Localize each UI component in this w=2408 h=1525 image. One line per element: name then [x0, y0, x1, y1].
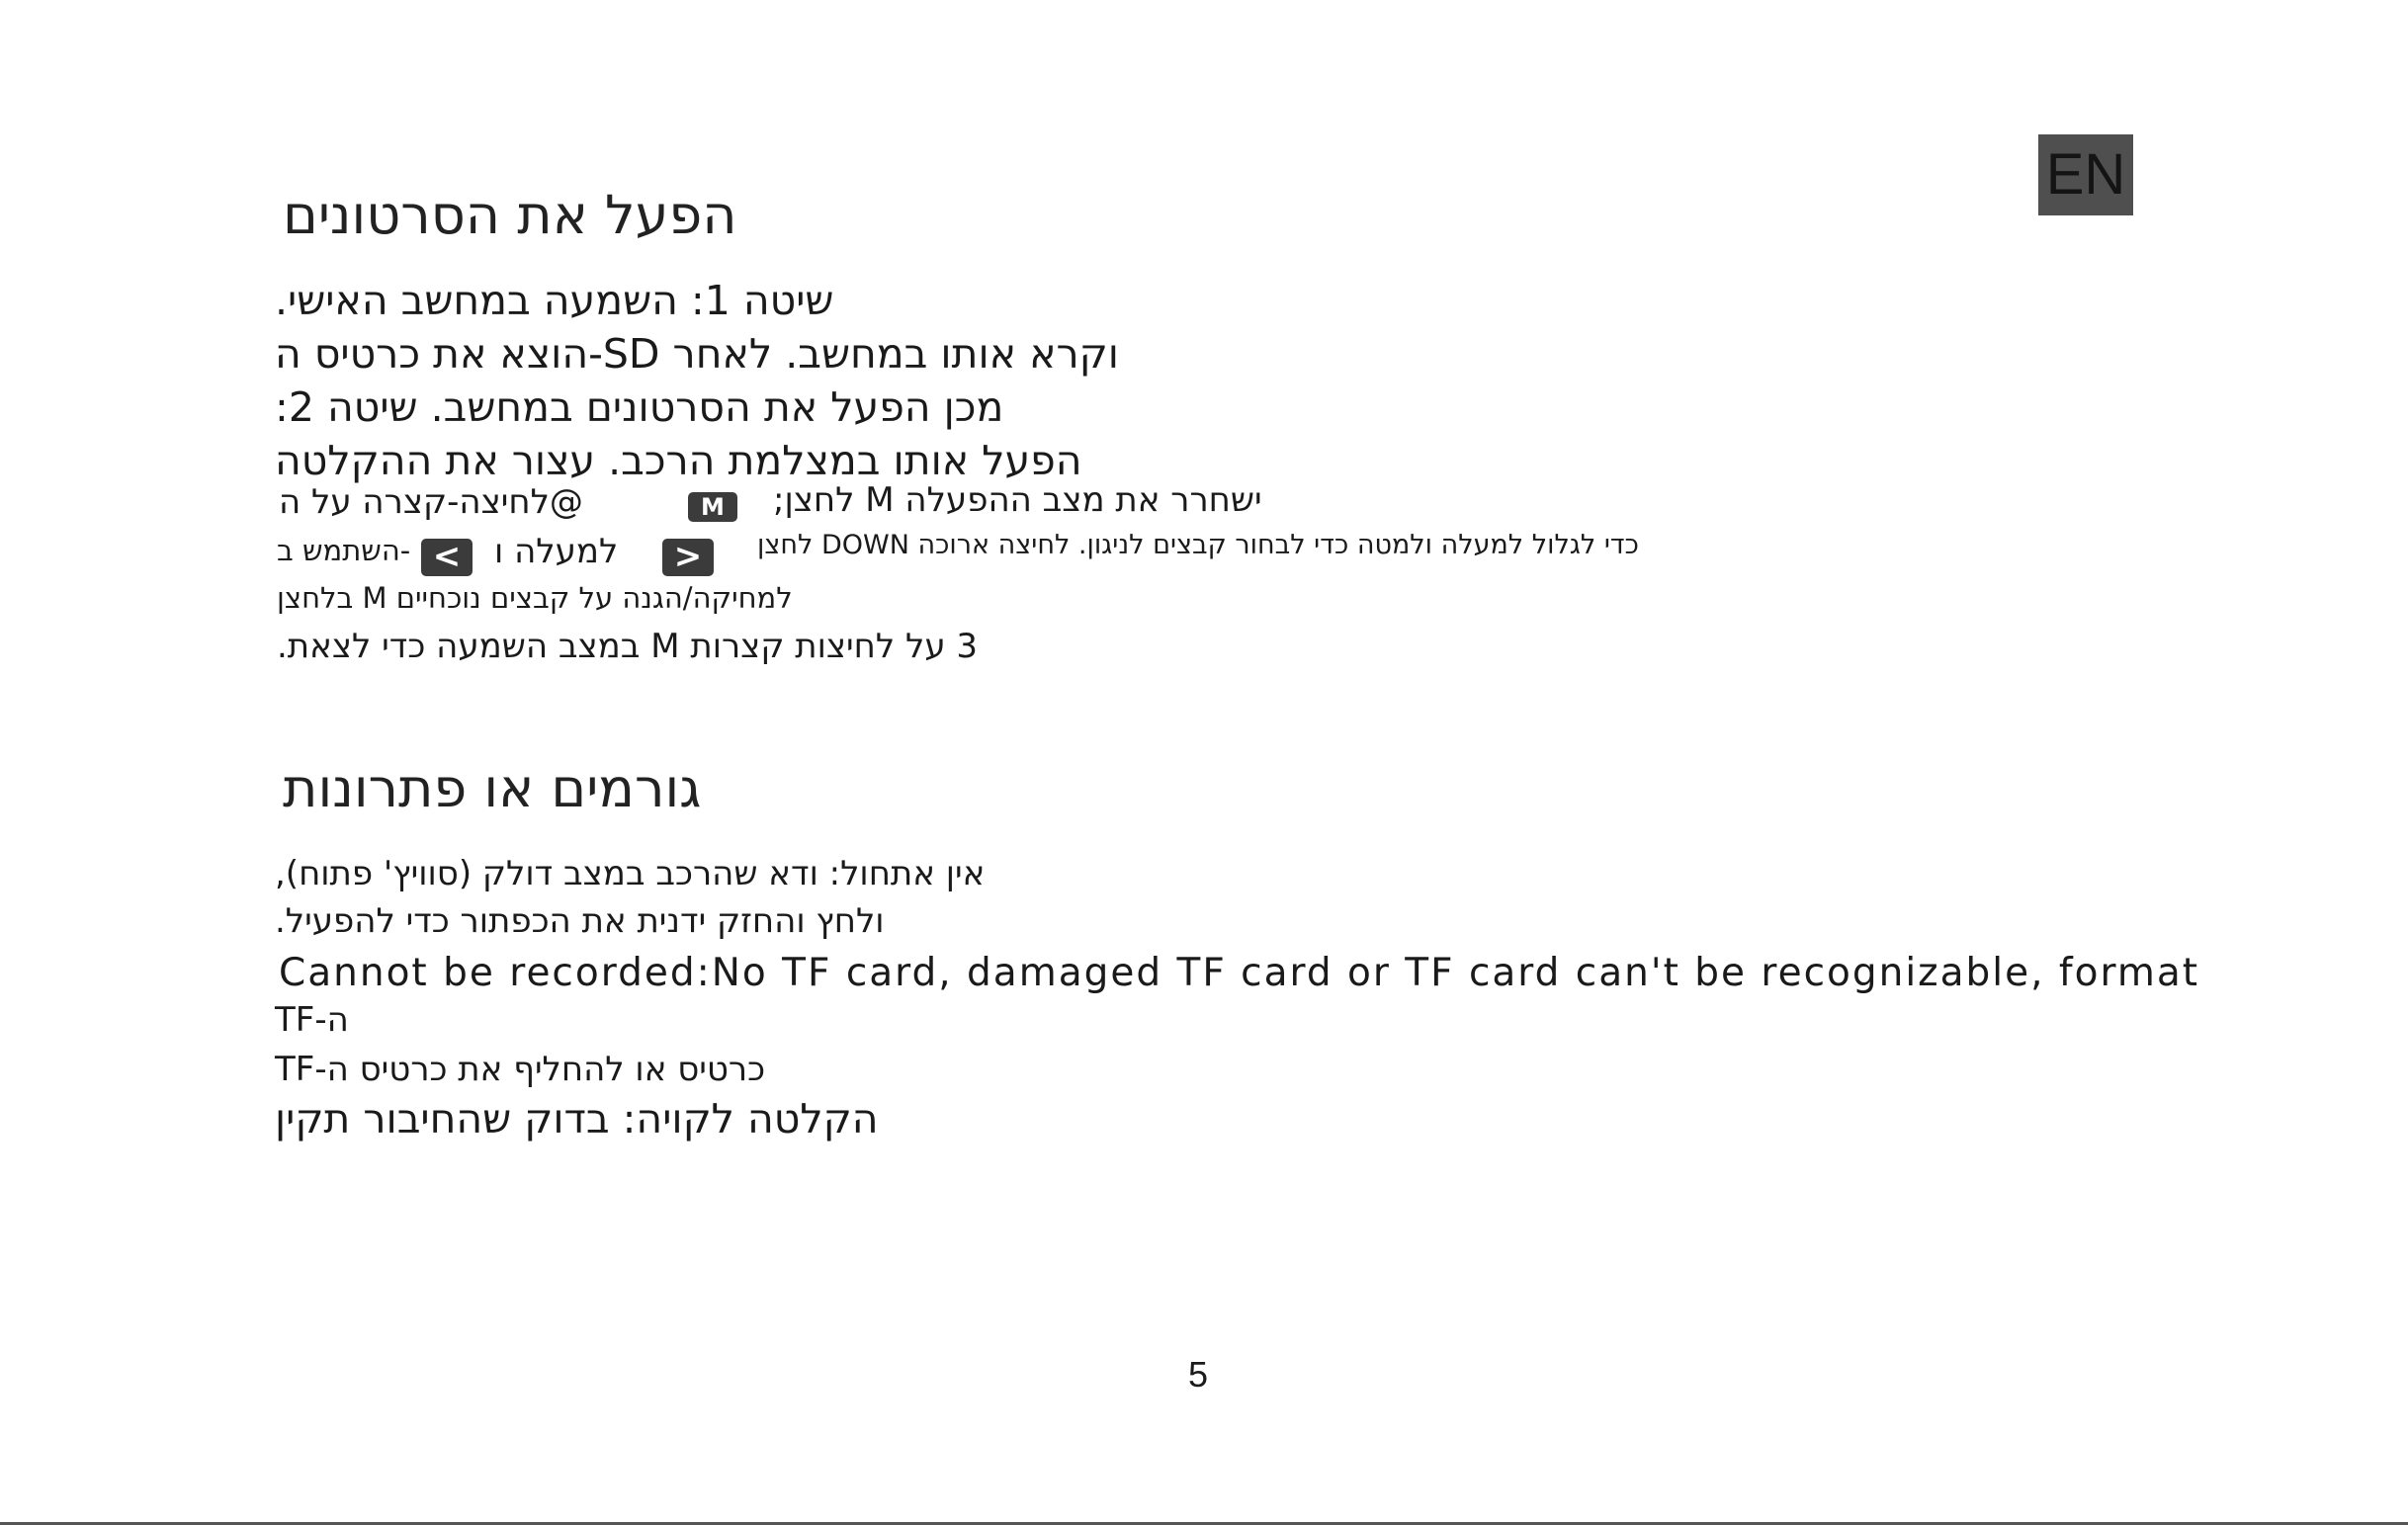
exit-playback-line: 3 על לחיצות קצרות M במצב השמעה כדי לצאת. — [277, 627, 979, 666]
scroll-instructions-text: כדי לגלול למעלה ולמטה כדי לבחור קבצים לניגון. לחיצה ארוכה DOWN לחצן — [757, 530, 1639, 560]
replace-card-line: כרטיס או להחליף את כרטיס ה-TF — [275, 1050, 766, 1089]
bad-recording-line: הקלטה לקויה: בדוק שהחיבור תקין — [275, 1095, 879, 1143]
delete-protect-line: למחיקה/הגנה על קבצים נוכחיים M בלחצן — [277, 581, 793, 615]
left-arrow-key-icon: < — [421, 539, 473, 576]
remove-sd-line: וקרא אותו במחשב. לאחר SD-הוצא את כרטיס ה — [275, 330, 1119, 378]
release-mode-text: ישחרר את מצב ההפעלה M לחצן; — [773, 480, 1262, 520]
right-arrow-key-icon: > — [662, 539, 714, 576]
section-title-play-videos: הפעל את הסרטונים — [283, 184, 737, 246]
tf-line: ה-TF — [275, 1000, 349, 1040]
stop-recording-line: הפעל אותו במצלמת הרכב. עצור את ההקלטה — [275, 437, 1082, 484]
page-number: 5 — [1188, 1354, 1209, 1395]
up-and-text: למעלה ו — [494, 532, 619, 571]
short-press-text: @לחיצה-קצרה על ה — [279, 482, 583, 522]
language-badge: EN — [2038, 134, 2133, 215]
method2-line: מכן הפעל את הסרטונים במחשב. שיטה 2: — [275, 383, 1004, 431]
m-key-icon: M — [688, 492, 737, 522]
use-text: -השתמש ב — [277, 534, 411, 567]
no-boot-line: אין אתחול: ודא שהרכב במצב דולק (סוויץ' פתוח), — [275, 854, 986, 893]
method1-line: שיטה 1: השמעה במחשב האישי. — [275, 277, 834, 324]
section-title-troubleshooting: גורמים או פתרונות — [283, 757, 702, 819]
cannot-record-line: Cannot be recorded:No TF card, damaged TF card or TF card can't be recognizable, format — [279, 951, 2200, 995]
press-hold-line: ולחץ והחזק ידנית את הכפתור כדי להפעיל. — [275, 901, 885, 941]
